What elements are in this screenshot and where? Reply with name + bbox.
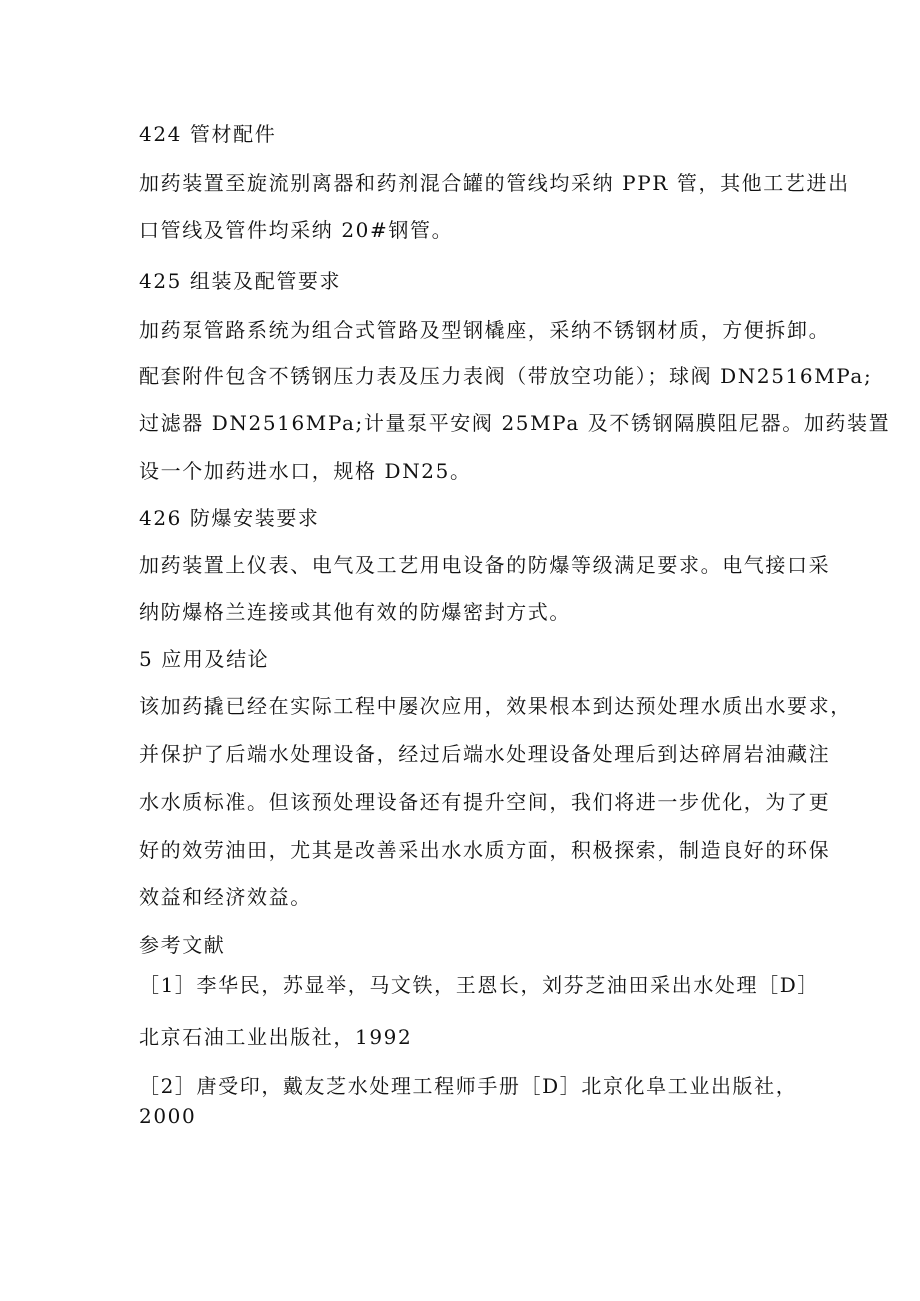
paragraph-line: 效益和经济效益。 — [139, 885, 312, 909]
section-heading: 426 防爆安装要求 — [139, 506, 320, 530]
reference-item: ［1］李华民，苏显举，马文铁，王恩长，刘芬芝油田采出水处理［D］ — [139, 973, 819, 997]
reference-item: 北京石油工业出版社，1992 — [139, 1025, 413, 1049]
paragraph-line: 纳防爆格兰连接或其他有效的防爆密封方式。 — [139, 600, 571, 624]
section-heading: 424 管材配件 — [139, 122, 277, 146]
paragraph-line: 加药装置至旋流别离器和药剂混合罐的管线均采纳 PPR 管，其他工艺进出 — [139, 171, 850, 195]
paragraph-line: 加药泵管路系统为组合式管路及型钢橇座，采纳不锈钢材质，方便拆卸。 — [139, 318, 831, 342]
section-heading: 425 组装及配管要求 — [139, 269, 342, 293]
reference-item: ［2］唐受印，戴友芝水处理工程师手册［D］北京化阜工业出版社， — [139, 1074, 798, 1098]
section-heading: 5 应用及结论 — [139, 647, 270, 671]
paragraph-line: 好的效劳油田，尤其是改善采出水水质方面，积极探索，制造良好的环保 — [139, 838, 831, 862]
paragraph-line: 水水质标准。但该预处理设备还有提升空间，我们将进一步优化，为了更 — [139, 790, 831, 814]
paragraph-line: 该加药撬已经在实际工程中屡次应用，效果根本到达预处理水质出水要求， — [139, 694, 852, 718]
reference-item: 2000 — [139, 1104, 197, 1128]
paragraph-line: 加药装置上仪表、电气及工艺用电设备的防爆等级满足要求。电气接口采 — [139, 553, 831, 577]
paragraph-line: 设一个加药进水口，规格 DN25。 — [139, 459, 472, 483]
paragraph-line: 并保护了后端水处理设备，经过后端水处理设备处理后到达碎屑岩油藏注 — [139, 742, 831, 766]
paragraph-line: 过滤器 DN2516MPa;计量泵平安阀 25MPa 及不锈钢隔膜阻尼器。加药装置 — [139, 411, 891, 435]
references-heading: 参考文献 — [139, 933, 226, 957]
paragraph-line: 配套附件包含不锈钢压力表及压力表阀（带放空功能）；球阀 DN2516MPa; — [139, 364, 873, 388]
paragraph-line: 口管线及管件均采纳 20#钢管。 — [139, 218, 454, 242]
